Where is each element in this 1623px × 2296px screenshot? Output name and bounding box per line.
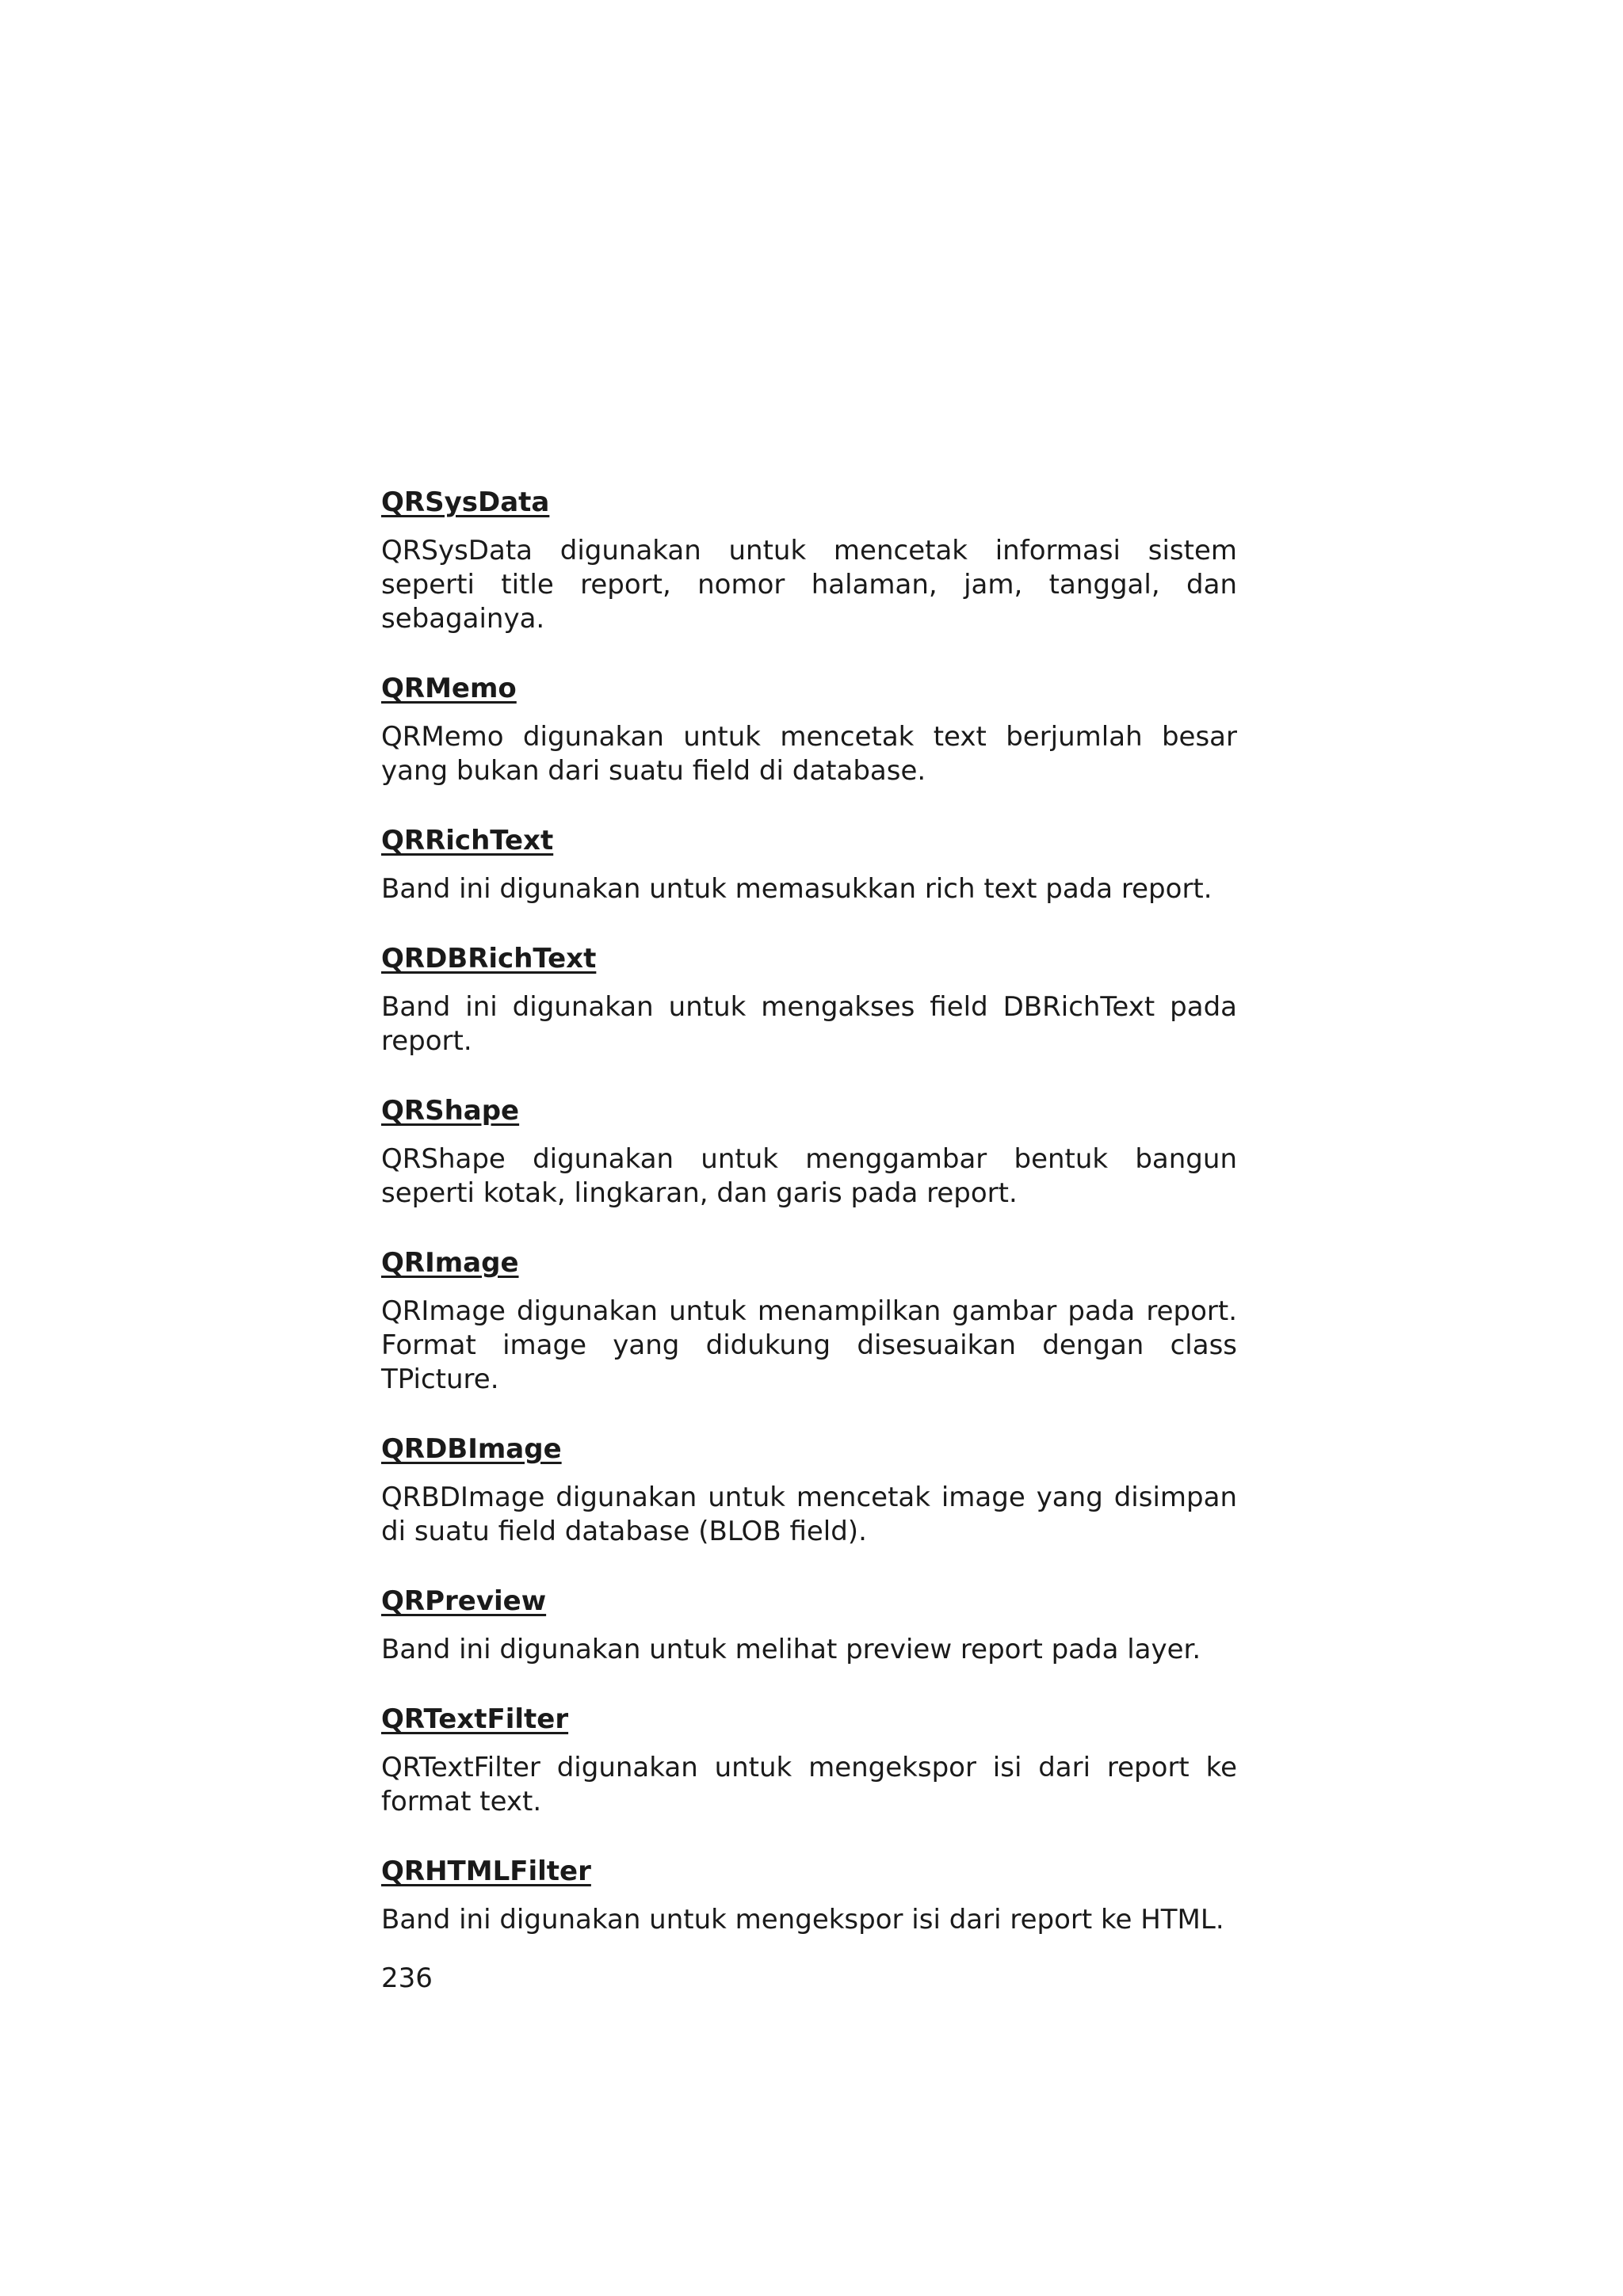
section-body: Band ini digunakan untuk melihat preview report pada layer. xyxy=(381,1634,1201,1665)
section-qrtextfilter xyxy=(381,1702,1237,1819)
section-body: QRTextFilter digunakan untuk mengekspor isi dari report ke format text. xyxy=(381,1752,1237,1817)
section-heading: QRTextFilter xyxy=(381,1703,569,1735)
page-number: 236 xyxy=(381,1962,433,1994)
section-body: Band ini digunakan untuk mengekspor isi dari report ke HTML. xyxy=(381,1904,1224,1936)
section-heading: QRDBImage xyxy=(381,1433,562,1465)
section-qrsysdata xyxy=(381,485,1237,636)
section-qrshape xyxy=(381,1093,1237,1211)
section-qrdbimage xyxy=(381,1432,1237,1549)
section-body: Band ini digunakan untuk memasukkan rich text pada report. xyxy=(381,873,1212,905)
section-heading: QRDBRichText xyxy=(381,943,597,974)
section-qrrichtext xyxy=(381,823,1237,906)
section-heading: QRSysData xyxy=(381,486,550,518)
section-body: QRBDImage digunakan untuk mencetak image yang disimpan di suatu field database (BLOB field). xyxy=(381,1482,1237,1547)
page-content xyxy=(381,485,1237,1996)
section-heading: QRRichText xyxy=(381,825,554,856)
section-body: QRMemo digunakan untuk mencetak text berjumlah besar yang bukan dari suatu field di database. xyxy=(381,721,1237,787)
section-qrdbrichtext xyxy=(381,941,1237,1058)
section-body: QRImage digunakan untuk menampilkan gambar pada report. Format image yang didukung disesuaikan dengan class TPicture. xyxy=(381,1295,1237,1395)
section-body: QRShape digunakan untuk menggambar bentuk bangun seperti kotak, lingkaran, dan garis pada report. xyxy=(381,1143,1237,1209)
section-heading: QRPreview xyxy=(381,1585,547,1617)
section-body: QRSysData digunakan untuk mencetak informasi sistem seperti title report, nomor halaman, jam, tanggal, dan sebagainya. xyxy=(381,535,1237,635)
section-heading: QRImage xyxy=(381,1247,519,1279)
section-qrmemo xyxy=(381,671,1237,788)
section-qrpreview xyxy=(381,1584,1237,1667)
section-qrhtmlfilter xyxy=(381,1854,1237,1937)
section-qrimage xyxy=(381,1245,1237,1397)
section-heading: QRMemo xyxy=(381,673,517,704)
section-body: Band ini digunakan untuk mengakses field DBRichText pada report. xyxy=(381,991,1237,1057)
section-heading: QRHTMLFilter xyxy=(381,1855,591,1887)
section-heading: QRShape xyxy=(381,1095,520,1127)
